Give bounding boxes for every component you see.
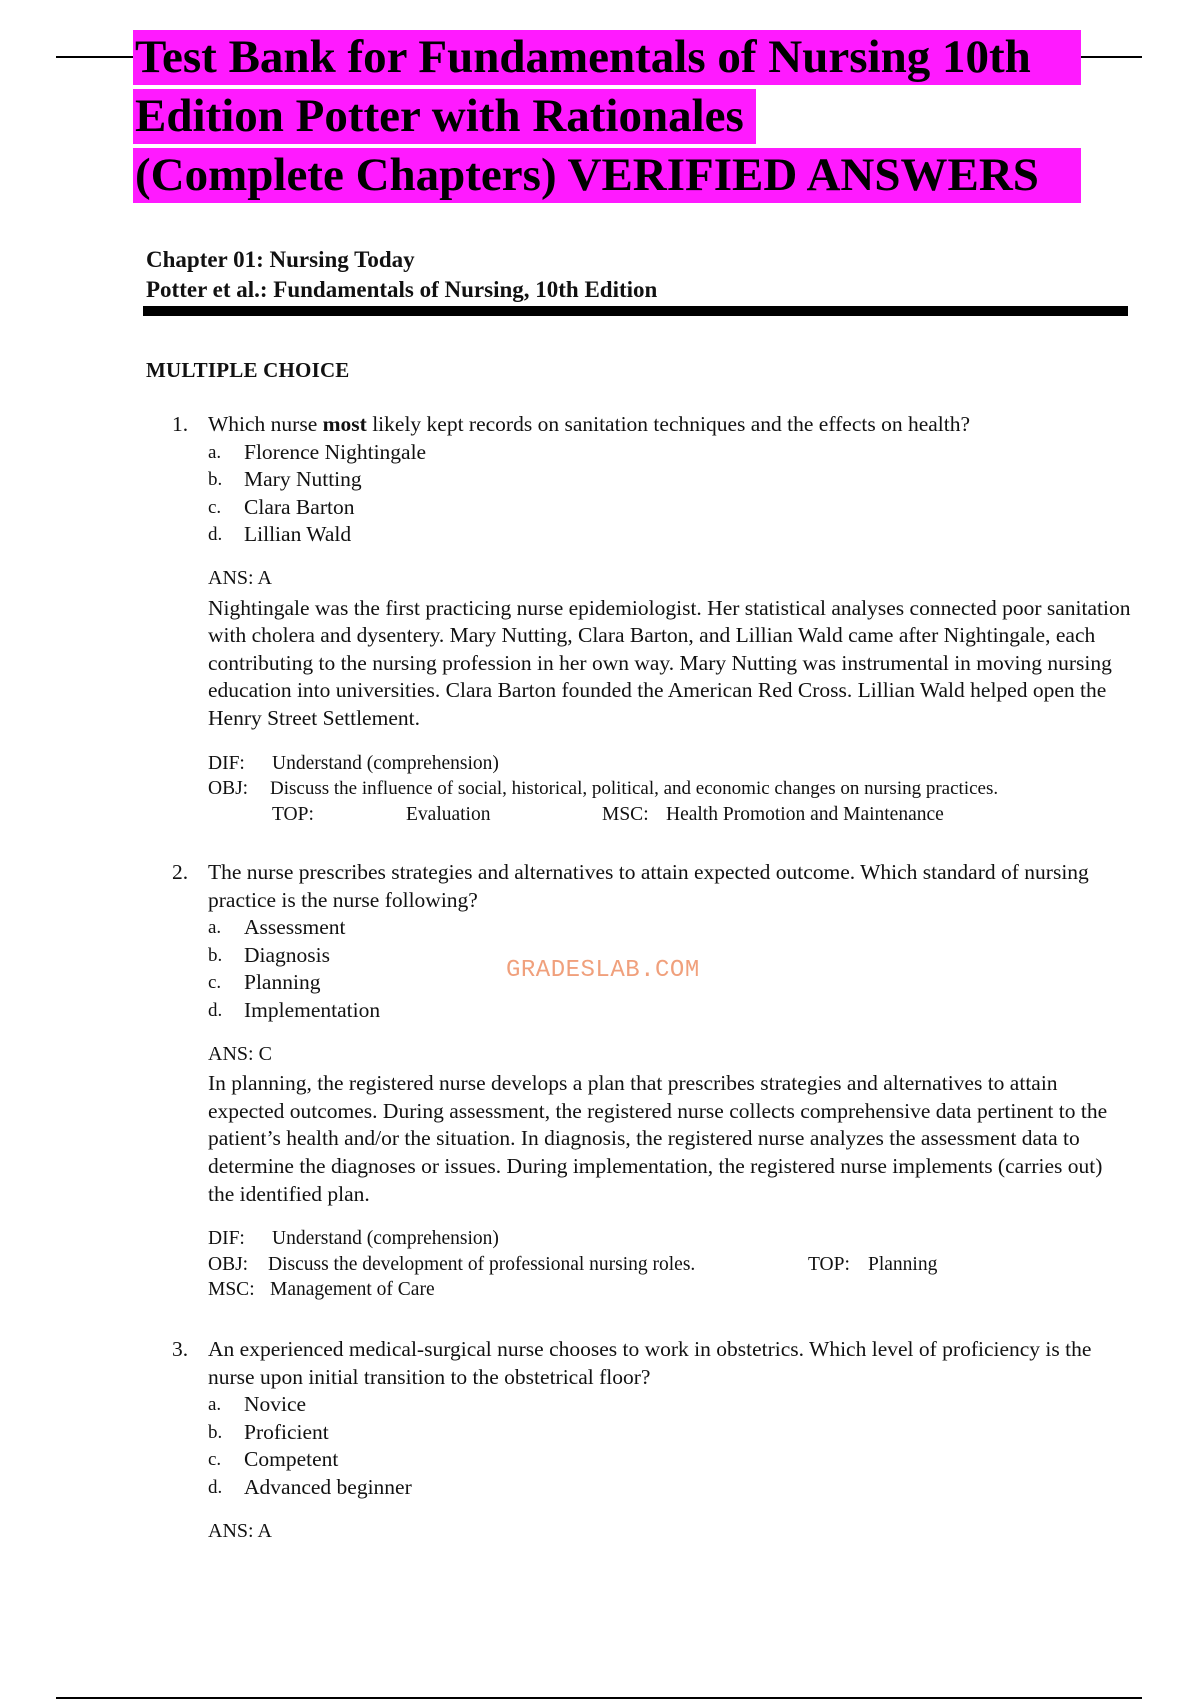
book-reference: Potter et al.: Fundamentals of Nursing, 10th Edition bbox=[146, 277, 658, 302]
msc-label: MSC: bbox=[208, 1279, 255, 1301]
dif-value: Understand (comprehension) bbox=[272, 752, 499, 774]
option-b: b. Proficient bbox=[208, 1419, 329, 1444]
dif-label: DIF: bbox=[208, 752, 245, 774]
question-stem: The nurse prescribes strategies and alternatives to attain expected outcome. Which standard of nursing practice is the nurse following? bbox=[208, 860, 1089, 912]
footer-rule bbox=[56, 1697, 1142, 1699]
option-d: d. Lillian Wald bbox=[208, 522, 352, 547]
title-line-3-text: (Complete Chapters) VERIFIED ANSWERS bbox=[133, 148, 1081, 203]
answer-options bbox=[208, 1391, 1132, 1501]
title-line-2 bbox=[133, 89, 1083, 146]
question-3 bbox=[172, 1336, 1132, 1545]
answer-key: ANS: C bbox=[208, 1042, 272, 1065]
option-a: a. Florence Nightingale bbox=[208, 439, 427, 464]
option-a: a. Novice bbox=[208, 1392, 307, 1417]
rationale: In planning, the registered nurse develops a plan that prescribes strategies and alternatives to attain expected outcomes. During assessment, the registered nurse collects comprehensive data pertinent to the patient’s health and/or the situation. In diagnosis, the registered nurse analyzes the assessment data to determine the diagnoses or issues. During implementation, the registered nurse implements (carries out) the identified plan. bbox=[208, 1071, 1108, 1206]
obj-label: OBJ: bbox=[208, 1253, 249, 1275]
option-c: c. Competent bbox=[208, 1447, 339, 1472]
answer-key: ANS: A bbox=[208, 566, 272, 589]
question-stem: Which nurse most likely kept records on sanitation techniques and the effects on health? bbox=[208, 412, 971, 436]
msc-value: Management of Care bbox=[270, 1279, 435, 1301]
question-metadata bbox=[208, 751, 1132, 828]
question-2 bbox=[172, 859, 1132, 1303]
answer-key: ANS: A bbox=[208, 1519, 272, 1542]
obj-value: Discuss the development of professional nursing roles. bbox=[268, 1253, 696, 1275]
question-stem: An experienced medical-surgical nurse chooses to work in obstetrics. Which level of proficiency is the nurse upon initial transition to the obstetrical floor? bbox=[208, 1337, 1092, 1389]
question-number: 1. bbox=[172, 412, 189, 436]
obj-value: Discuss the influence of social, historical, political, and economic changes on nursing practices. bbox=[270, 778, 999, 800]
watermark: GRADESLAB.COM bbox=[506, 957, 700, 984]
question-metadata bbox=[208, 1226, 1132, 1303]
option-b: b. Diagnosis bbox=[208, 942, 330, 967]
question-number: 2. bbox=[172, 860, 189, 884]
document-title bbox=[133, 30, 1083, 207]
option-c: c. Planning bbox=[208, 970, 321, 995]
title-line-1 bbox=[133, 30, 1083, 87]
obj-label: OBJ: bbox=[208, 778, 249, 800]
title-line-3 bbox=[133, 148, 1083, 205]
rationale: Nightingale was the first practicing nurse epidemiologist. Her statistical analyses connected poor sanitation with cholera and dysentery. Mary Nutting, Clara Barton, and Lillian Wald came after Nightingale, each contributing to the nursing profession in her own way. Mary Nutting was instrumental in moving nursing education into universities. Clara Barton founded the American Red Cross. Lillian Wald helped open the Henry Street Settlement. bbox=[208, 595, 1131, 730]
dif-value: Understand (comprehension) bbox=[272, 1228, 499, 1250]
msc-label: MSC: bbox=[602, 803, 649, 825]
title-rule-right bbox=[1074, 56, 1142, 58]
option-d: d. Implementation bbox=[208, 997, 381, 1022]
answer-options bbox=[208, 439, 1132, 549]
top-label: TOP: bbox=[272, 803, 314, 825]
msc-value: Health Promotion and Maintenance bbox=[666, 803, 944, 825]
option-a: a. Assessment bbox=[208, 915, 346, 940]
question-1 bbox=[172, 411, 1132, 827]
title-line-1-text: Test Bank for Fundamentals of Nursing 10th bbox=[133, 30, 1081, 85]
dif-label: DIF: bbox=[208, 1228, 245, 1250]
chapter-header bbox=[146, 245, 657, 305]
top-value: Planning bbox=[868, 1253, 938, 1275]
question-number: 3. bbox=[172, 1337, 189, 1361]
option-d: d. Advanced beginner bbox=[208, 1474, 412, 1499]
option-b: b. Mary Nutting bbox=[208, 467, 362, 492]
title-rule-left bbox=[56, 56, 134, 58]
chapter-title: Chapter 01: Nursing Today bbox=[146, 247, 415, 272]
top-value: Evaluation bbox=[406, 803, 491, 825]
top-label: TOP: bbox=[808, 1253, 850, 1275]
header-divider bbox=[143, 306, 1128, 316]
option-c: c. Clara Barton bbox=[208, 494, 355, 519]
title-line-2-text: Edition Potter with Rationales bbox=[133, 89, 756, 144]
section-heading: MULTIPLE CHOICE bbox=[146, 358, 350, 382]
